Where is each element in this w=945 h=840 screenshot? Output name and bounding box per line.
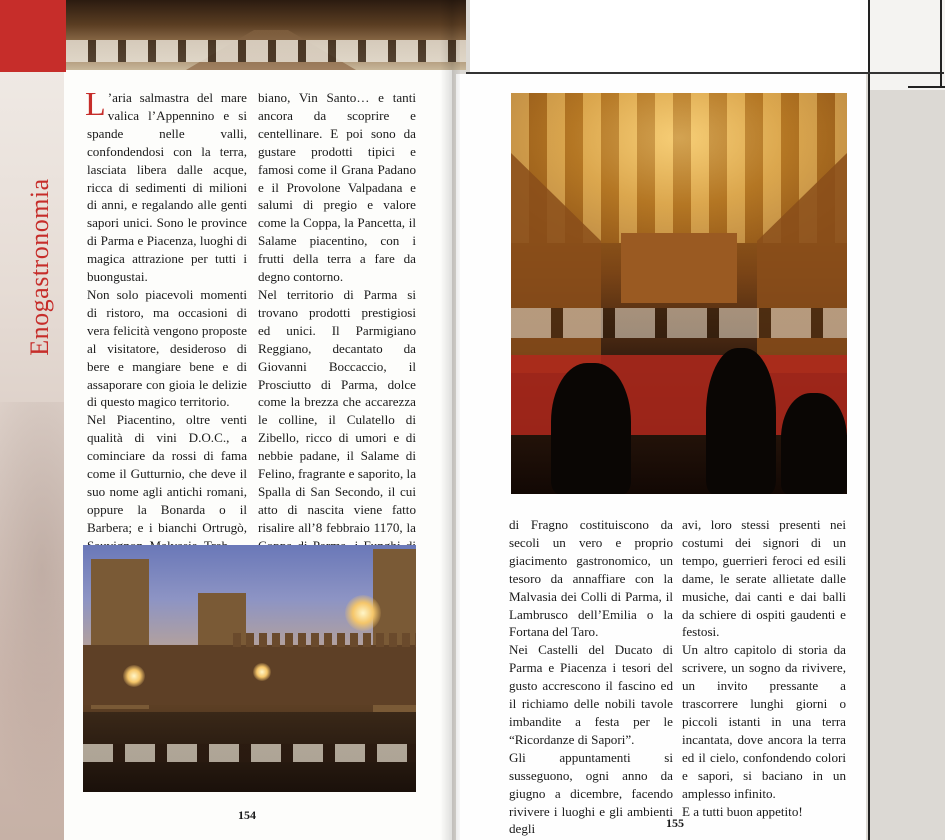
section-strip [0, 72, 64, 840]
paragraph-text: ’aria salmastra del mare valica l’Appennino e si spande nelle valli, confondendosi con la terra, lasciata libera dalle acque, ricca di sedimenti di milioni di anni, e regalando alle genti sapori unici. Sono le province di Parma e Piacenza, luoghi di magica attrazione per tutti i buongustai. [87, 90, 247, 285]
photo-side-tables [511, 308, 847, 338]
book-spine-shadow [440, 0, 460, 840]
page-edge-line [940, 0, 942, 86]
castle-courtyard-photo [83, 545, 416, 792]
drop-cap: L [85, 86, 106, 123]
banquet-hall-photo-top [66, 0, 466, 70]
right-page-top-margin [470, 0, 870, 74]
strip-background-image [0, 402, 64, 822]
photo-lamp [345, 595, 381, 631]
photo-guest-silhouette [781, 393, 847, 494]
photo-battlement [233, 633, 416, 647]
section-title: Enogastronomia [25, 178, 54, 356]
photo-tables [83, 744, 416, 762]
page-edge-line [908, 86, 945, 88]
left-column-2 [258, 89, 416, 572]
page-edge-line [868, 0, 870, 840]
photo-guest-silhouette [551, 363, 631, 494]
paragraph: biano, Vin Santo… e tanti ancora da scoprire e centellinare. E poi sono da gustare prodotti tipici e famosi come il Grana Padano e il Provolone Valpadana e salumi di pregio e valore come la Coppa, la Pancetta, il Salame piacentino, con i frutti della terra a fare da degno contorno. [258, 90, 416, 285]
photo-guest-silhouette [706, 348, 776, 494]
scan-edge [870, 0, 945, 90]
photo-lamp [253, 663, 271, 681]
paragraph: Nel Piacentino, oltre venti qualità di vini D.O.C., a cominciare da rossi di fama come il Gutturnio, che deve il suo nome agli antichi romani, oppure la Bonarda o il Barbera; e i bianchi Ortrugò, [87, 412, 247, 535]
paragraph: Nei Castelli del Ducato di Parma e Piacenza i tesori del gusto accrescono il fascino ed il richiamo delle nobili tavole imbandite a festa per le “Ricordanze di Sapori”. [509, 642, 673, 747]
paragraph: Gli appuntamenti si susseguono, ogni anno da giugno a dicembre, facendo rivivere i luoghi e gli ambienti degli [509, 749, 673, 837]
paragraph: Nel territorio di Parma si trovano prodotti prestigiosi ed unici. Il Parmigiano Reggiano, decantato da Giovanni Boccaccio, il Prosciutto di Parma, dolce come la brezza che accarezza le colline, il Culatello di Zibello, ricco di umori e di nebbie padane, il Salame di Felino, fragrante e saporito, la Spalla di San Secondo, il cui atto di nascita viene fatto risalire all’8 febbraio 1170, la [258, 286, 416, 535]
paragraph: Un altro capitolo di storia da scrivere, un sogno da rivivere, un invito pressante a trascorrere lunghi giorni o piccoli istanti in una terra incantata, dove ancora la terra ed il cielo, confondendo colori e sapori, si baciano in un amplesso infinito. [682, 642, 846, 801]
photo-table-rows [66, 40, 466, 62]
paragraph: E a tutti buon appetito! [682, 803, 803, 819]
left-column-1 [85, 86, 247, 555]
red-accent-block [0, 0, 66, 72]
photo-lamp [123, 665, 145, 687]
page-number: 154 [238, 808, 256, 822]
right-column-2 [682, 516, 846, 820]
photo-back-wall [621, 233, 737, 303]
paragraph: di Fragno costituiscono da secoli un vero e proprio giacimento gastronomico, un tesoro da annaffiare con la Malvasia dei Colli di Parma, il Lambrusco dell’Emilia o la Fortana del Taro. [509, 517, 673, 640]
frescoed-hall-banquet-photo [511, 93, 847, 494]
paragraph [85, 86, 247, 286]
right-column-1 [509, 516, 673, 838]
paragraph: Non solo piacevoli momenti di ristoro, ma occasioni di vera felicità vengono proposte al visitatore, desideroso di bere e mangiare bene e di assaporare con gioia le delizie di questo magico territorio. [87, 286, 247, 410]
page-number: 155 [666, 816, 684, 830]
paragraph: avi, loro stessi presenti nei costumi dei signori di un tempo, guerrieri feroci ed esili dame, le serate allietate dalle musiche, dai canti e dai balli da schiere di ospiti gaudenti e festosi. [682, 517, 846, 640]
